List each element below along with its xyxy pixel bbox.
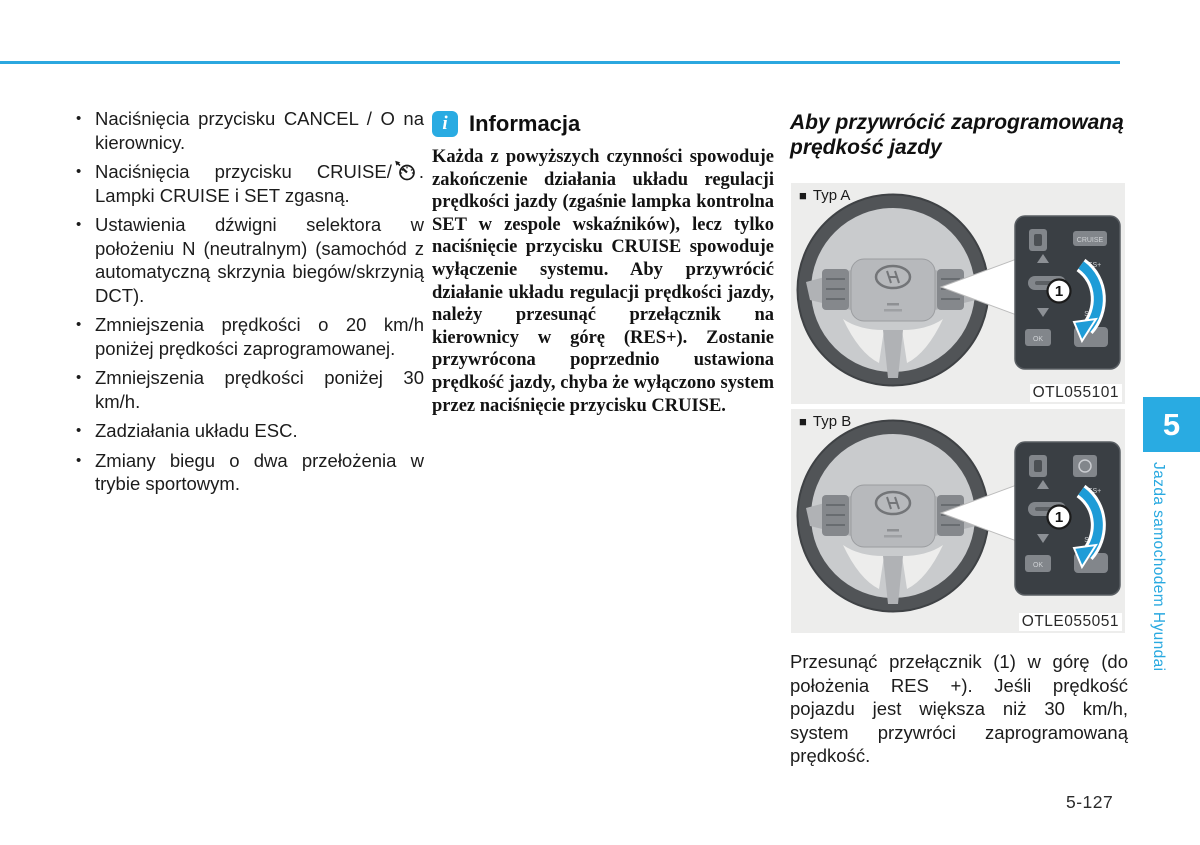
bullet-text: Zmiany biegu o dwa przełożenia w trybie sportowym. xyxy=(95,449,424,494)
chapter-tab xyxy=(1143,397,1200,452)
bullet-icon: • xyxy=(76,316,82,333)
info-icon: i xyxy=(432,111,458,137)
list-item xyxy=(76,107,424,154)
section-heading: Aby przywrócić zaprogramowaną prędkość jazdy xyxy=(790,111,1124,159)
figure-code: OTLE055051 xyxy=(1019,613,1122,631)
list-item xyxy=(76,213,424,307)
section-body-text: Przesunąć przełącznik (1) w górę (do położenia RES +). Jeśli prędkość pojazdu jest większa niż 30 km/h, system przywróci zaprogramowaną prędkość. xyxy=(790,651,1128,766)
square-bullet-icon: ■ xyxy=(799,414,807,429)
chapter-number: 5 xyxy=(1162,406,1181,442)
svg-text:1: 1 xyxy=(1054,283,1064,300)
steering-wheel-illustration-b xyxy=(791,409,1125,633)
phone-button-icon xyxy=(1034,460,1042,472)
list-item xyxy=(76,419,424,443)
bullet-text: Zmniejszenia prędkości o 20 km/h poniżej prędkości zaprogramowanej. xyxy=(95,314,424,359)
res-label: RES+ xyxy=(1082,488,1102,495)
figure-typ-a xyxy=(791,183,1125,404)
cruise-button-label: CRUISE xyxy=(1076,237,1104,244)
figure-code: OTL055101 xyxy=(1030,384,1122,402)
figure-label xyxy=(799,187,850,204)
callout-1 xyxy=(1048,280,1071,303)
left-column xyxy=(76,107,424,502)
square-bullet-icon: ■ xyxy=(799,188,807,203)
figure-label-text: Typ B xyxy=(812,413,852,430)
ok-button-label: OK xyxy=(1032,336,1044,343)
bullet-icon: • xyxy=(76,216,82,233)
info-body-text: Każda z powyższych czynności spowoduje zakończenie działania układu regulacji prędkości jazdy (zgaśnie lampka kontrolna SET w zespole wskaźników), lecz tylko naciśnięcie przycisku CRUISE spowoduje wyłączenie systemu. Aby przywrócić działanie układu regulacji prędkości jazdy, należy przesunąć przełącznik na kierownicy w górę (RES+). Zostanie przywrócona poprzednio ustawiona prędkość jazdy, chyba że wyłączono system przez naciśnięcie przycisku CRUISE. xyxy=(432,147,774,416)
bullet-text: Zmniejszenia prędkości poniżej 30 km/h. xyxy=(95,367,424,412)
cruise-control-icon xyxy=(393,160,418,182)
list-item xyxy=(76,366,424,413)
ok-button-label: OK xyxy=(1032,562,1044,569)
list-item xyxy=(76,449,424,496)
res-label: RES+ xyxy=(1082,262,1102,269)
steering-wheel-illustration-a xyxy=(791,183,1125,404)
bullet-text: Ustawienia dźwigni selektora w położeniu N (neutralnym) (samochód z automatyczną skrzynia biegów/skrzynią DCT). xyxy=(95,214,424,306)
info-section xyxy=(432,111,774,417)
callout-1 xyxy=(1048,506,1071,529)
figure-typ-b xyxy=(791,409,1125,633)
bullet-icon: • xyxy=(76,369,82,386)
phone-button-icon xyxy=(1034,234,1042,246)
list-item xyxy=(76,313,424,360)
bullet-text: Zadziałania układu ESC. xyxy=(95,420,298,441)
sidebar-chapter-title: Jazda samochodem Hyundai xyxy=(1150,462,1167,672)
set-label: SET- xyxy=(1084,311,1100,318)
info-heading: Informacja xyxy=(469,111,581,136)
bullet-text-before: Naciśnięcia przycisku CRUISE/ xyxy=(95,161,392,182)
bullet-text xyxy=(95,160,424,207)
figure-label xyxy=(799,413,851,430)
set-label: SET- xyxy=(1084,537,1100,544)
bullet-icon: • xyxy=(76,163,82,180)
bullet-icon: • xyxy=(76,451,82,469)
bullet-icon: • xyxy=(76,422,82,439)
list-item xyxy=(76,160,424,207)
figure-label-text: Typ A xyxy=(812,187,851,204)
info-header xyxy=(432,111,774,137)
header-rule xyxy=(0,61,1120,64)
bullet-text-after: . Lampki CRUISE i SET zgasną. xyxy=(95,161,424,206)
bullet-text: Naciśnięcia przycisku CANCEL / O na kierownicy. xyxy=(95,108,424,153)
bullet-icon: • xyxy=(76,110,82,127)
svg-text:1: 1 xyxy=(1054,509,1064,526)
page-number: 5-127 xyxy=(1066,792,1114,812)
